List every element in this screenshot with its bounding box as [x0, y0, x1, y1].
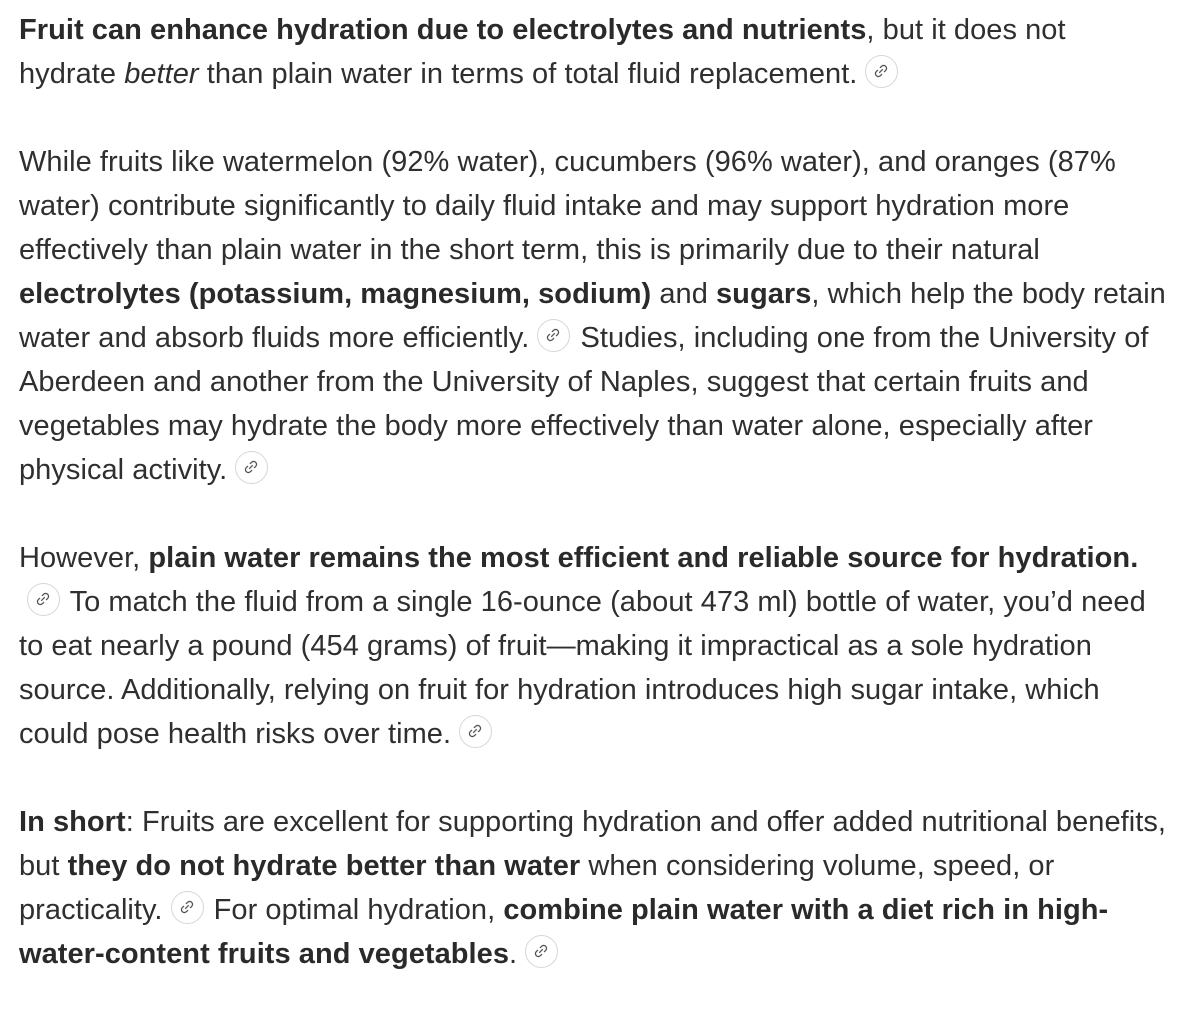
paragraph-fruit-water-content	[19, 140, 1169, 492]
link-icon	[873, 63, 889, 79]
link-icon	[243, 459, 259, 475]
bold-text: Fruit can enhance hydration due to electrolytes and nutrients	[19, 14, 867, 46]
bold-text: they do not hydrate better than water	[67, 850, 581, 882]
paragraph-plain-water	[19, 536, 1169, 756]
text: : Fruits are excellent for supporting hydration and offer added nutritional benefits, but	[19, 806, 1167, 882]
text: Studies, including one from the University of Aberdeen and another from the University of Naples, suggest that certain fruits and vegetables may hydrate the body more effectively than water alone, especially after physical activity.	[19, 322, 1149, 486]
text: For optimal hydration,	[205, 894, 504, 926]
citation-link-button[interactable]	[459, 715, 492, 748]
paragraph-in-short	[19, 800, 1169, 976]
citation-link-button[interactable]	[27, 583, 60, 616]
link-icon	[545, 327, 561, 343]
text: .	[509, 938, 518, 970]
text: However,	[19, 542, 149, 574]
text: when considering volume, speed, or practicality.	[19, 850, 1055, 926]
citation-link-button[interactable]	[235, 451, 268, 484]
link-icon	[533, 943, 549, 959]
bold-text: electrolytes (potassium, magnesium, sodium)	[19, 278, 652, 310]
citation-link-button[interactable]	[525, 935, 558, 968]
text: While fruits like watermelon (92% water), cucumbers (96% water), and oranges (87% water) contribute significantly to daily fluid intake and may support hydration more effectively than plain water in the short term, this is primarily due to their natural	[19, 146, 1116, 266]
bold-text: sugars	[716, 278, 812, 310]
text: than plain water in terms of total fluid replacement.	[198, 58, 858, 90]
link-icon	[467, 723, 483, 739]
citation-link-button[interactable]	[171, 891, 204, 924]
text: , but it does not hydrate	[19, 14, 1066, 90]
text: , which help the body retain water and absorb fluids more efficiently.	[19, 278, 1166, 354]
italic-text: better	[124, 58, 199, 90]
text: and	[651, 278, 716, 310]
link-icon	[35, 591, 51, 607]
citation-link-button[interactable]	[865, 55, 898, 88]
link-icon	[179, 899, 195, 915]
text: To match the fluid from a single 16-ounce (about 473 ml) bottle of water, you’d need to eat nearly a pound (454 grams) of fruit—making it impractical as a sole hydration source. Additionally, relying on fruit for hydration introduces high sugar intake, which could pose health risks over time.	[19, 586, 1146, 750]
bold-text: In short	[19, 806, 126, 838]
bold-text: combine plain water with a diet rich in high-water-content fruits and vegetables	[19, 894, 1109, 970]
paragraph-summary	[19, 8, 1169, 96]
answer-body	[19, 8, 1169, 1020]
citation-link-button[interactable]	[537, 319, 570, 352]
bold-text: plain water remains the most efficient and reliable source for hydration.	[148, 542, 1139, 574]
